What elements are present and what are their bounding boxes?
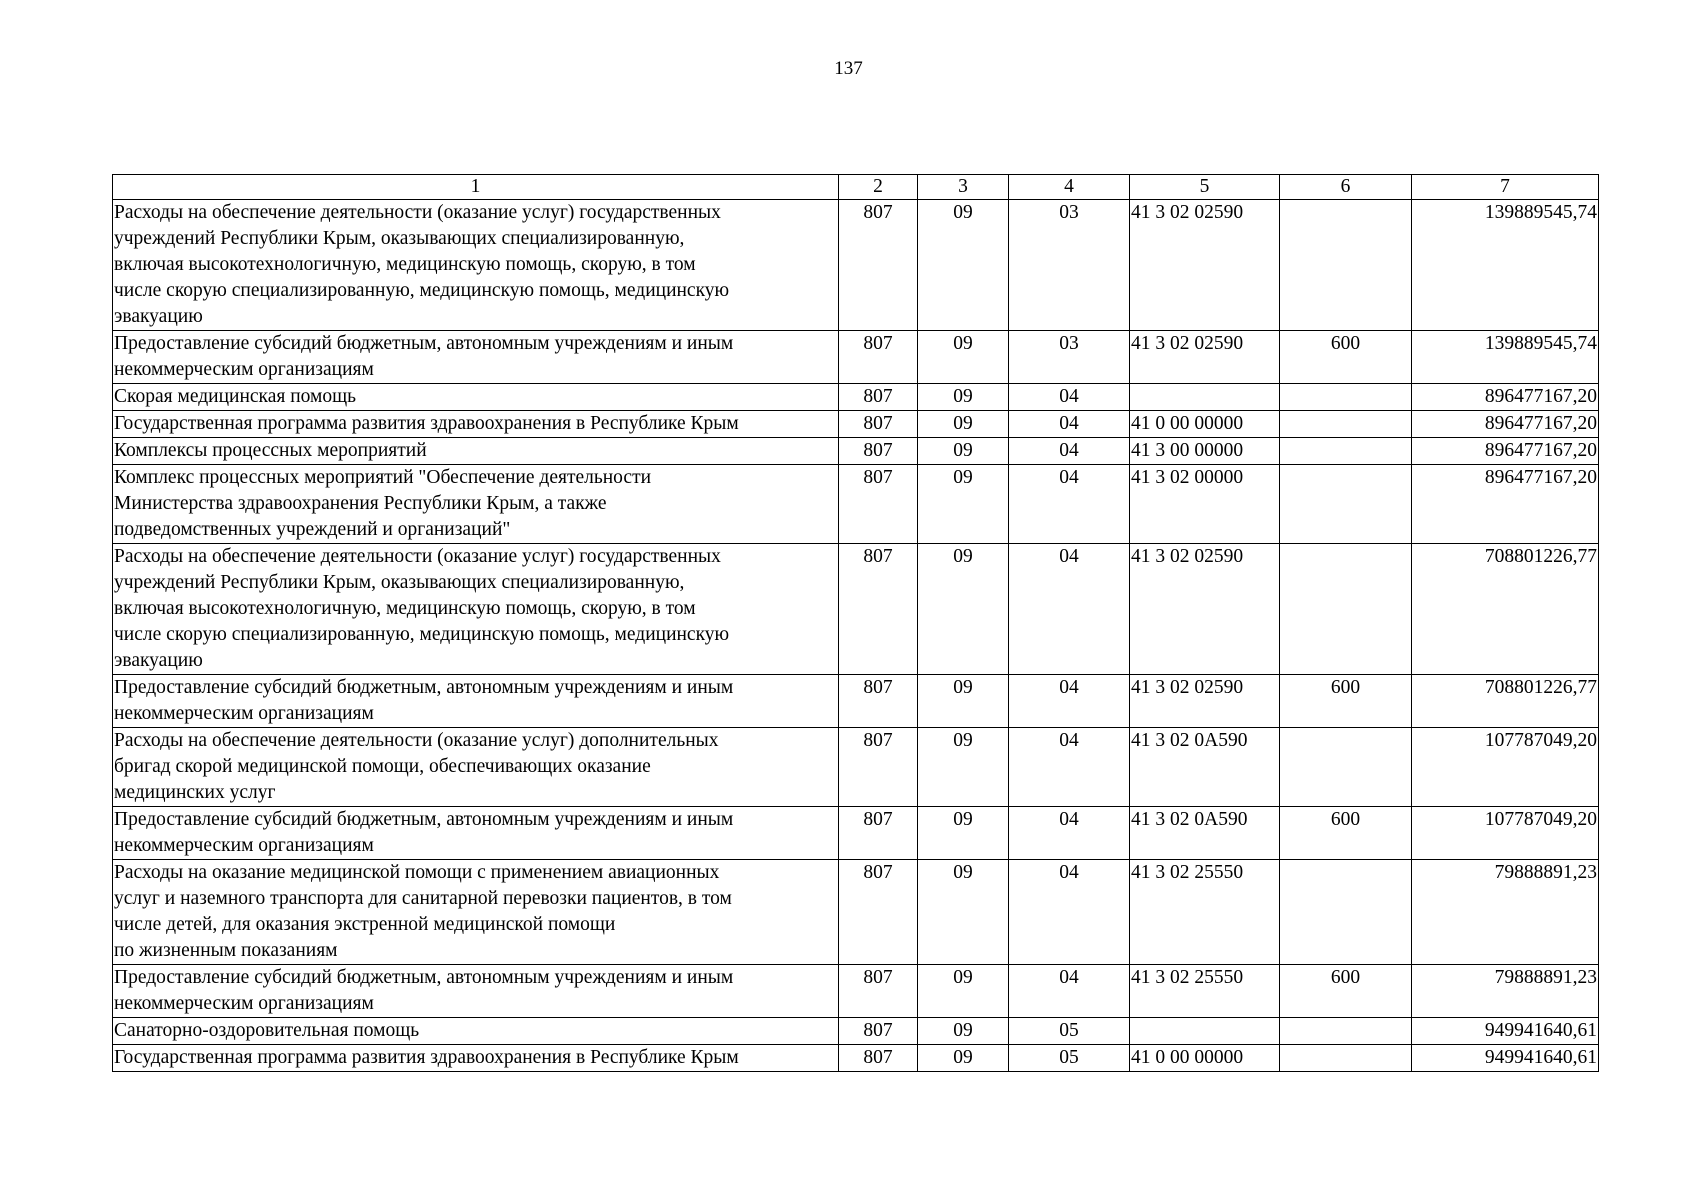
item-name-cell: Расходы на оказание медицинской помощи с применением авиационных услуг и наземного транспорта для санитарной перевозки пациентов, в том числе детей, для оказания экстренной медицинской помощи по жизненным показаниям (113, 860, 839, 965)
header-cell-2: 2 (839, 175, 918, 200)
page-number: 137 (834, 58, 863, 79)
amount-cell: 896477167,20 (1412, 384, 1599, 411)
target-article-cell: 41 3 02 25550 (1130, 860, 1280, 965)
target-article-cell (1130, 384, 1280, 411)
item-name-cell: Предоставление субсидий бюджетным, автономным учреждениям и иным некоммерческим организациям (113, 965, 839, 1018)
table-row (113, 675, 1599, 728)
section-code-cell: 09 (918, 965, 1009, 1018)
expense-type-cell (1280, 728, 1412, 807)
ministry-code-cell: 807 (839, 544, 918, 675)
section-code-cell: 09 (918, 675, 1009, 728)
target-article-cell: 41 0 00 00000 (1130, 411, 1280, 438)
expense-type-cell (1280, 465, 1412, 544)
subsection-code-cell: 05 (1009, 1018, 1130, 1045)
section-code-cell: 09 (918, 411, 1009, 438)
expense-type-cell: 600 (1280, 965, 1412, 1018)
table-row (113, 465, 1599, 544)
item-name-cell: Расходы на обеспечение деятельности (оказание услуг) государственных учреждений Республики Крым, оказывающих специализированную, включая высокотехнологичную, медицинскую помощь, скорую, в том числе скорую специализированную, медицинскую помощь, медицинскую эвакуацию (113, 200, 839, 331)
expense-type-cell (1280, 411, 1412, 438)
item-name-cell: Предоставление субсидий бюджетным, автономным учреждениям и иным некоммерческим организациям (113, 331, 839, 384)
section-code-cell: 09 (918, 807, 1009, 860)
subsection-code-cell: 05 (1009, 1045, 1130, 1072)
section-code-cell: 09 (918, 1018, 1009, 1045)
table-row (113, 544, 1599, 675)
subsection-code-cell: 04 (1009, 384, 1130, 411)
amount-cell: 107787049,20 (1412, 728, 1599, 807)
expense-type-cell (1280, 200, 1412, 331)
budget-table (112, 174, 1599, 1072)
section-code-cell: 09 (918, 331, 1009, 384)
section-code-cell: 09 (918, 860, 1009, 965)
expense-type-cell: 600 (1280, 675, 1412, 728)
table-row (113, 438, 1599, 465)
expense-type-cell (1280, 544, 1412, 675)
section-code-cell: 09 (918, 465, 1009, 544)
ministry-code-cell: 807 (839, 728, 918, 807)
target-article-cell: 41 0 00 00000 (1130, 1045, 1280, 1072)
amount-cell: 708801226,77 (1412, 675, 1599, 728)
amount-cell: 139889545,74 (1412, 200, 1599, 331)
amount-cell: 896477167,20 (1412, 411, 1599, 438)
target-article-cell: 41 3 02 25550 (1130, 965, 1280, 1018)
amount-cell: 79888891,23 (1412, 860, 1599, 965)
subsection-code-cell: 04 (1009, 438, 1130, 465)
ministry-code-cell: 807 (839, 438, 918, 465)
subsection-code-cell: 04 (1009, 807, 1130, 860)
target-article-cell: 41 3 02 02590 (1130, 675, 1280, 728)
ministry-code-cell: 807 (839, 675, 918, 728)
section-code-cell: 09 (918, 1045, 1009, 1072)
ministry-code-cell: 807 (839, 465, 918, 544)
table-body (113, 200, 1599, 1072)
ministry-code-cell: 807 (839, 965, 918, 1018)
item-name-cell: Комплексы процессных мероприятий (113, 438, 839, 465)
amount-cell: 708801226,77 (1412, 544, 1599, 675)
section-code-cell: 09 (918, 438, 1009, 465)
amount-cell: 949941640,61 (1412, 1018, 1599, 1045)
item-name-cell: Государственная программа развития здравоохранения в Республике Крым (113, 1045, 839, 1072)
header-row (113, 175, 1599, 200)
subsection-code-cell: 04 (1009, 465, 1130, 544)
amount-cell: 107787049,20 (1412, 807, 1599, 860)
expense-type-cell (1280, 384, 1412, 411)
target-article-cell: 41 3 02 0А590 (1130, 807, 1280, 860)
item-name-cell: Предоставление субсидий бюджетным, автономным учреждениям и иным некоммерческим организациям (113, 675, 839, 728)
table-row (113, 965, 1599, 1018)
target-article-cell: 41 3 02 02590 (1130, 331, 1280, 384)
target-article-cell: 41 3 02 0А590 (1130, 728, 1280, 807)
item-name-cell: Предоставление субсидий бюджетным, автономным учреждениям и иным некоммерческим организациям (113, 807, 839, 860)
table-row (113, 200, 1599, 331)
header-cell-4: 4 (1009, 175, 1130, 200)
item-name-cell: Комплекс процессных мероприятий "Обеспечение деятельности Министерства здравоохранения Республики Крым, а также подведомственных учреждений и организаций" (113, 465, 839, 544)
subsection-code-cell: 04 (1009, 544, 1130, 675)
section-code-cell: 09 (918, 728, 1009, 807)
amount-cell: 896477167,20 (1412, 465, 1599, 544)
ministry-code-cell: 807 (839, 200, 918, 331)
table-row (113, 1045, 1599, 1072)
target-article-cell: 41 3 02 00000 (1130, 465, 1280, 544)
amount-cell: 139889545,74 (1412, 331, 1599, 384)
amount-cell: 79888891,23 (1412, 965, 1599, 1018)
target-article-cell: 41 3 02 02590 (1130, 544, 1280, 675)
target-article-cell: 41 3 00 00000 (1130, 438, 1280, 465)
expense-type-cell (1280, 438, 1412, 465)
subsection-code-cell: 03 (1009, 331, 1130, 384)
table-row (113, 860, 1599, 965)
ministry-code-cell: 807 (839, 331, 918, 384)
subsection-code-cell: 04 (1009, 965, 1130, 1018)
item-name-cell: Расходы на обеспечение деятельности (оказание услуг) государственных учреждений Республики Крым, оказывающих специализированную, включая высокотехнологичную, медицинскую помощь, скорую, в том числе скорую специализированную, медицинскую помощь, медицинскую эвакуацию (113, 544, 839, 675)
ministry-code-cell: 807 (839, 860, 918, 965)
header-cell-7: 7 (1412, 175, 1599, 200)
table-row (113, 384, 1599, 411)
item-name-cell: Расходы на обеспечение деятельности (оказание услуг) дополнительных бригад скорой медицинской помощи, обеспечивающих оказание медицинских услуг (113, 728, 839, 807)
header-cell-6: 6 (1280, 175, 1412, 200)
section-code-cell: 09 (918, 544, 1009, 675)
expense-type-cell: 600 (1280, 331, 1412, 384)
item-name-cell: Государственная программа развития здравоохранения в Республике Крым (113, 411, 839, 438)
subsection-code-cell: 03 (1009, 200, 1130, 331)
subsection-code-cell: 04 (1009, 411, 1130, 438)
ministry-code-cell: 807 (839, 1045, 918, 1072)
ministry-code-cell: 807 (839, 1018, 918, 1045)
section-code-cell: 09 (918, 200, 1009, 331)
subsection-code-cell: 04 (1009, 860, 1130, 965)
header-cell-3: 3 (918, 175, 1009, 200)
header-cell-5: 5 (1130, 175, 1280, 200)
table-row (113, 807, 1599, 860)
subsection-code-cell: 04 (1009, 675, 1130, 728)
expense-type-cell: 600 (1280, 807, 1412, 860)
table-row (113, 411, 1599, 438)
subsection-code-cell: 04 (1009, 728, 1130, 807)
ministry-code-cell: 807 (839, 807, 918, 860)
table-row (113, 728, 1599, 807)
ministry-code-cell: 807 (839, 384, 918, 411)
table-row (113, 331, 1599, 384)
expense-type-cell (1280, 860, 1412, 965)
section-code-cell: 09 (918, 384, 1009, 411)
expense-type-cell (1280, 1045, 1412, 1072)
amount-cell: 896477167,20 (1412, 438, 1599, 465)
expense-type-cell (1280, 1018, 1412, 1045)
target-article-cell (1130, 1018, 1280, 1045)
ministry-code-cell: 807 (839, 411, 918, 438)
header-cell-1: 1 (113, 175, 839, 200)
item-name-cell: Санаторно-оздоровительная помощь (113, 1018, 839, 1045)
target-article-cell: 41 3 02 02590 (1130, 200, 1280, 331)
table-row (113, 1018, 1599, 1045)
amount-cell: 949941640,61 (1412, 1045, 1599, 1072)
item-name-cell: Скорая медицинская помощь (113, 384, 839, 411)
